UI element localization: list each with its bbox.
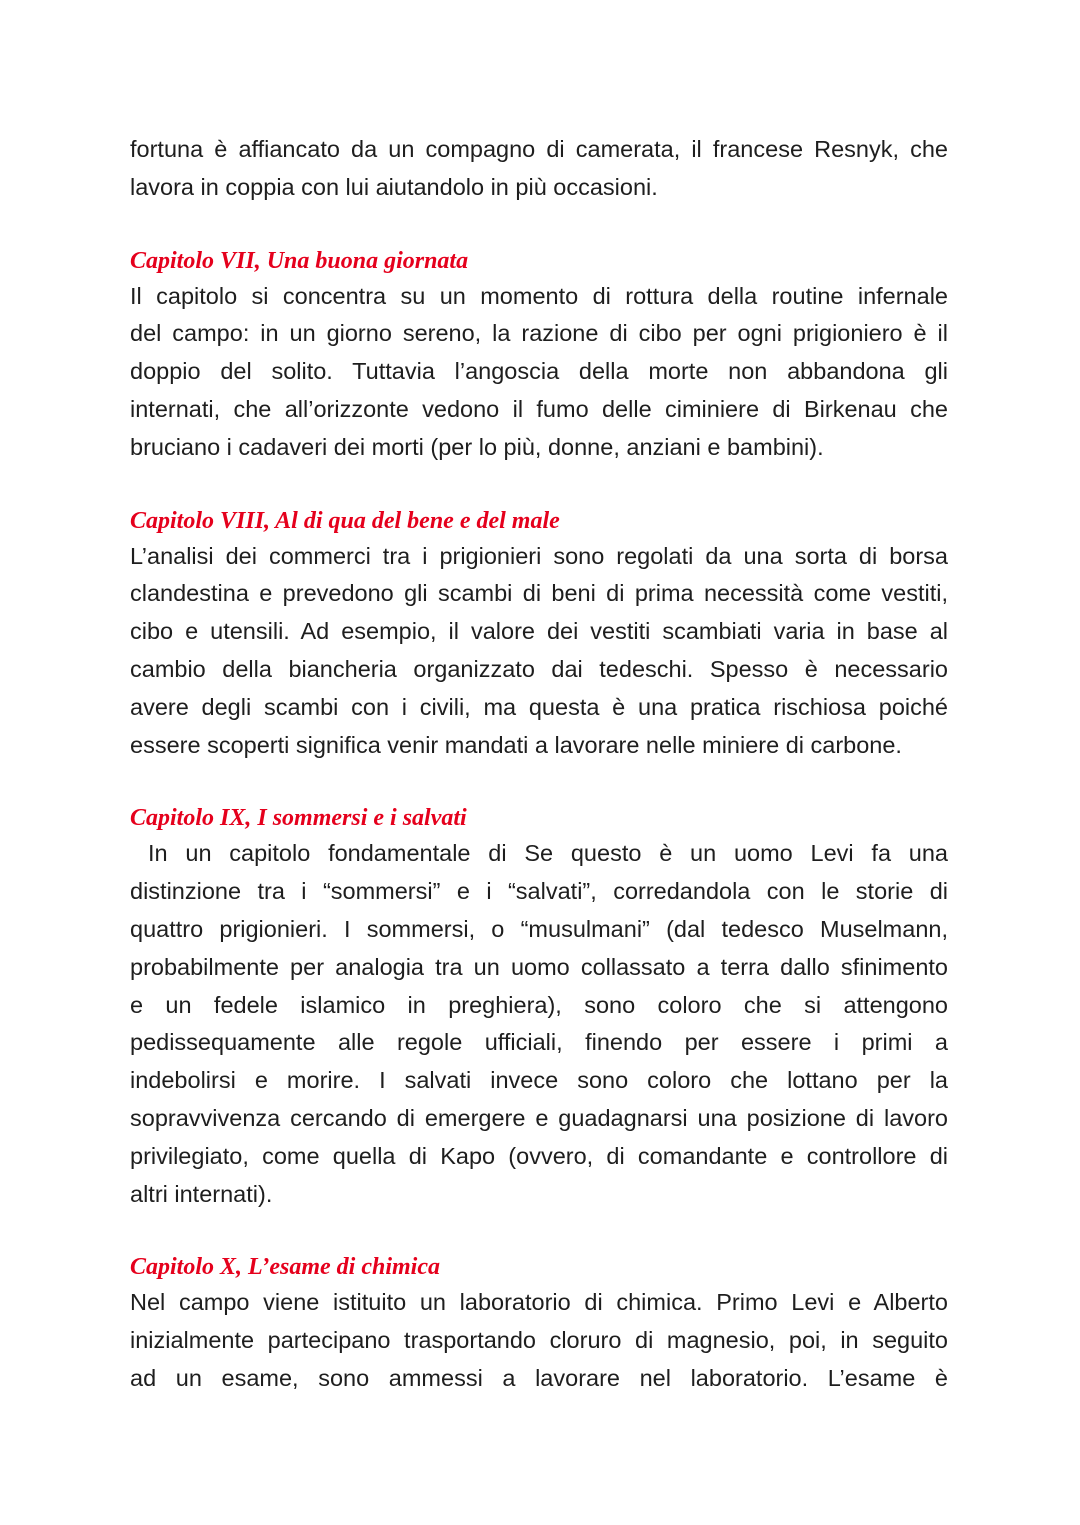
section-chapter-viii: [130, 504, 948, 765]
paragraph-line: ad un esame, sono ammessi a lavorare nel laboratorio. L’esame è: [130, 1364, 948, 1391]
intro-paragraph: [130, 131, 948, 207]
section-chapter-x: [130, 1250, 948, 1397]
paragraph-line: quattro prigionieri. I sommersi, o “musulmani” (dal tedesco Muselmann,: [130, 915, 948, 942]
paragraph-line: probabilmente per analogia tra un uomo collassato a terra dallo sfinimento: [130, 953, 948, 980]
paragraph-line: pedissequamente alle regole ufficiali, finendo per essere i primi a: [130, 1029, 948, 1056]
paragraph-line: e un fedele islamico in preghiera), sono coloro che si attengono: [130, 991, 948, 1018]
paragraph-line: privilegiato, come quella di Kapo (ovvero, di comandante e controllore di: [130, 1142, 948, 1169]
chapter-paragraph: [130, 835, 948, 1213]
paragraph-line: altri internati).: [130, 1180, 273, 1207]
chapter-paragraph: [130, 278, 948, 467]
paragraph-line: fortuna è affiancato da un compagno di camerata, il francese Resnyk, che: [130, 136, 948, 162]
paragraph-line: clandestina e prevedono gli scambi di beni di prima necessità come vestiti,: [130, 580, 948, 607]
section-chapter-vii: [130, 244, 948, 467]
paragraph-line: Nel campo viene istituito un laboratorio di chimica. Primo Levi e Alberto: [130, 1289, 948, 1316]
paragraph-line: In un capitolo fondamentale di Se questo è un uomo Levi fa una: [148, 840, 948, 867]
page-content: [130, 131, 948, 1398]
paragraph-line: internati, che all’orizzonte vedono il fumo delle ciminiere di Birkenau che: [130, 395, 948, 422]
chapter-paragraph: [130, 538, 948, 765]
paragraph-line: indebolirsi e morire. I salvati invece sono coloro che lottano per la: [130, 1067, 948, 1094]
chapter-heading: Capitolo VII, Una buona giornata: [130, 247, 469, 274]
chapter-paragraph: [130, 1284, 948, 1397]
section-chapter-ix: [130, 801, 948, 1213]
paragraph-line: doppio del solito. Tuttavia l’angoscia della morte non abbandona gli: [130, 358, 948, 385]
paragraph-line: lavora in coppia con lui aiutandolo in più occasioni.: [130, 173, 658, 200]
paragraph-line: avere degli scambi con i civili, ma questa è una pratica rischiosa poiché: [130, 693, 948, 720]
paragraph-line: bruciano i cadaveri dei morti (per lo più, donne, anziani e bambini).: [130, 433, 824, 460]
chapter-heading: Capitolo VIII, Al di qua del bene e del male: [130, 507, 560, 534]
chapter-heading: Capitolo IX, I sommersi e i salvati: [130, 805, 467, 832]
paragraph-line: cambio della biancheria organizzato dai tedeschi. Spesso è necessario: [130, 655, 948, 682]
paragraph-line: distinzione tra i “sommersi” e i “salvati”, corredandola con le storie di: [130, 878, 948, 905]
paragraph-line: essere scoperti significa venir mandati a lavorare nelle miniere di carbone.: [130, 731, 902, 758]
paragraph-line: sopravvivenza cercando di emergere e guadagnarsi una posizione di lavoro: [130, 1104, 948, 1131]
paragraph-line: cibo e utensili. Ad esempio, il valore dei vestiti scambiati varia in base al: [130, 618, 948, 645]
chapter-heading: Capitolo X, L’esame di chimica: [130, 1254, 440, 1281]
paragraph-line: L’analisi dei commerci tra i prigionieri sono regolati da una sorta di borsa: [130, 542, 948, 569]
paragraph-line: del campo: in un giorno sereno, la razione di cibo per ogni prigioniero è il: [130, 320, 948, 347]
paragraph-line: inizialmente partecipano trasportando cloruro di magnesio, poi, in seguito: [130, 1327, 948, 1354]
paragraph-line: Il capitolo si concentra su un momento di rottura della routine infernale: [130, 282, 948, 309]
